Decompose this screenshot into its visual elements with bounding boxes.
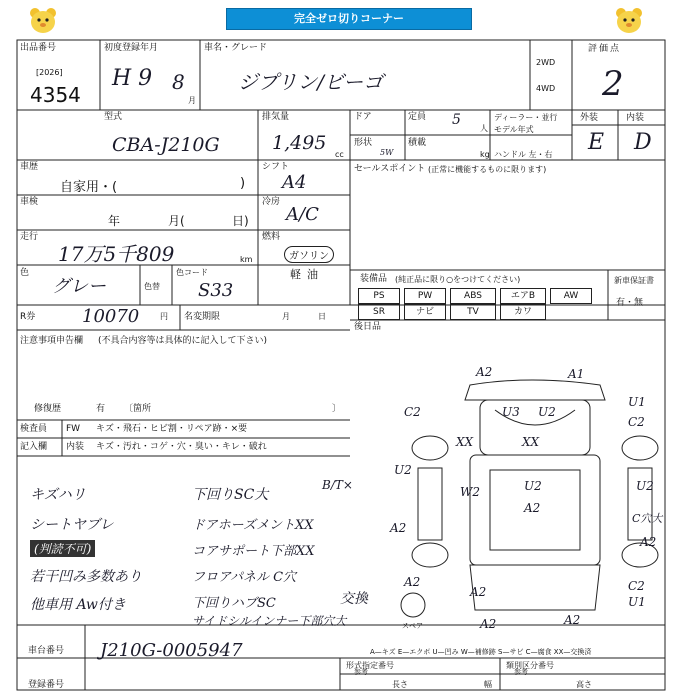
note-left-3: (判読不可) — [30, 540, 95, 557]
inspection-day: 日) — [232, 214, 249, 228]
model-year-label: モデル年式 — [494, 125, 534, 134]
note-right-4: コアサポート下部XX — [192, 544, 315, 559]
inspection-date-label: 車検 — [20, 197, 39, 207]
color-change-label: 色替 — [144, 282, 160, 291]
history-label: 車歴 — [20, 162, 39, 172]
mileage-value: 17万5千809 — [58, 242, 175, 266]
inspection-row1-items: キズ・飛石・ヒビ割・リペア跡・×要 — [96, 424, 248, 434]
shape-label: 形状 — [354, 138, 373, 148]
diagram-mark: U3 — [502, 405, 520, 419]
shift-label: シフト — [262, 162, 290, 172]
shift-value: A4 — [282, 172, 307, 193]
note-left-1: キズハリ — [30, 487, 86, 503]
color-code-value: S33 — [198, 280, 234, 301]
repair-history-value: 有 — [96, 404, 106, 414]
diagram-mark: A2 — [480, 617, 497, 631]
diagram-mark: W2 — [460, 485, 480, 499]
name-change-label: 名変期限 — [184, 312, 221, 322]
history-value: 自家用・( — [60, 180, 118, 195]
registration-number-label: 登録番号 — [28, 680, 65, 690]
equipment-tv: TV — [450, 304, 496, 320]
displacement-value: 1,495 — [272, 132, 327, 154]
header-title: 完全ゼロ切りコーナー — [294, 12, 404, 25]
load-label: 積載 — [408, 138, 427, 148]
diagram-mark: C2 — [628, 415, 645, 429]
exterior-label: 外装 — [580, 113, 599, 123]
entry-label: 記入欄 — [20, 442, 48, 452]
first-registration-label: 初度登録年月 — [104, 43, 159, 53]
kg-unit: kg — [480, 150, 490, 159]
cert-number-label: 形式指定番号 — [346, 661, 394, 670]
inspection-row2-tag: 内装 — [66, 442, 85, 452]
sales-point-note: (正常に機能するものに限ります) — [428, 165, 547, 174]
note-right-7: サイドシルインナー下部穴大 — [192, 614, 347, 628]
note-left-5: 他車用 Aw付き — [30, 597, 126, 613]
ac-label: 冷房 — [262, 197, 281, 207]
person-unit: 人 — [480, 124, 488, 133]
diagram-mark: U2 — [538, 405, 556, 419]
car-name-value: ジプリン/ビーゴ — [238, 70, 384, 94]
diagram-mark: A2 — [564, 613, 581, 627]
class-number-label: 類別区分番号 — [506, 661, 554, 670]
lot-number-label: 出品番号 — [20, 43, 57, 53]
evaluation-label: 評価点 — [588, 44, 622, 54]
note-left-4: 若干凹み多数あり — [30, 569, 142, 585]
diagram-mark: A1 — [568, 367, 585, 381]
diagram-mark: C2 — [628, 579, 645, 593]
color-code-label: 色コード — [176, 268, 208, 277]
handle-label: ハンドル 左・右 — [494, 150, 553, 159]
door-label: ドア — [354, 112, 372, 122]
cc-unit: cc — [335, 150, 344, 159]
notice-note: (不具合内容等は具体的に記入して下さい) — [98, 336, 268, 346]
equipment-row-1 — [358, 288, 592, 304]
note-right-8: 交換 — [340, 591, 368, 607]
inspection-year: 年 — [108, 214, 121, 228]
lot-year: [2026] — [36, 68, 63, 77]
diagram-spare-label: スペア — [402, 622, 423, 630]
fuel-gasoline: ガソリン — [284, 246, 334, 263]
diagram-mark: U2 — [524, 479, 542, 493]
recycle-label: R券 — [20, 312, 36, 322]
equipment-row-2 — [358, 304, 546, 320]
yen-unit: 円 — [160, 312, 168, 321]
diagram-mark: A2 — [640, 535, 657, 549]
diagram-mark: U1 — [628, 595, 646, 609]
fuel-diesel: 軽油 — [290, 268, 324, 281]
equipment-navi: ナビ — [404, 304, 446, 320]
notice-label: 注意事項申告欄 — [20, 336, 84, 346]
repair-history-label: 修復歴 — [34, 404, 62, 414]
interior-value: D — [634, 130, 652, 155]
model-value: CBA-J210G — [112, 134, 220, 156]
inspector-label: 検査員 — [20, 424, 48, 434]
diagram-mark: A2 — [476, 365, 493, 379]
exterior-value: E — [588, 130, 605, 155]
drive-2wd: 2WD — [536, 58, 556, 67]
rear-items-label: 後日品 — [354, 322, 382, 332]
height-label: 高さ — [576, 680, 592, 689]
frame-number-value: J210G-0005947 — [100, 640, 243, 661]
equipment-abs: ABS — [450, 288, 496, 304]
dealer-label: ディーラー・並行 — [494, 113, 558, 122]
diagram-mark: U1 — [628, 395, 646, 409]
displacement-label: 排気量 — [262, 112, 290, 122]
name-change-month: 月 — [282, 312, 290, 321]
km-unit: km — [240, 255, 253, 264]
diagram-mark: A2 — [390, 521, 407, 535]
cert-number-sub: 参考 — [354, 668, 368, 676]
history-paren: ) — [240, 176, 246, 191]
car-diagram — [401, 380, 658, 617]
drive-4wd: 4WD — [536, 84, 556, 93]
month-label: 月 — [188, 96, 196, 105]
diagram-legend: A—キズ E—エクボ U—凹み W—補修跡 S—サビ C—腐食 XX—交換済 — [370, 648, 592, 656]
diagram-mark: C穴大 — [632, 512, 663, 525]
diagram-mark: A2 — [470, 585, 487, 599]
inspection-row2-items: キズ・汚れ・コゲ・穴・臭い・キレ・破れ — [96, 442, 267, 452]
note-right-2: B/T× — [322, 478, 353, 492]
evaluation-value: 2 — [602, 64, 624, 104]
color-value: グレー — [52, 276, 106, 297]
repair-location-close: 〕 — [332, 404, 342, 414]
equipment-airbag: エアB — [500, 288, 546, 304]
equipment-sr: SR — [358, 304, 400, 320]
frame-number-label: 車台番号 — [28, 646, 65, 656]
diagram-mark: U2 — [636, 479, 654, 493]
note-right-5: フロアパネル C穴 — [192, 570, 297, 585]
interior-label: 内装 — [626, 113, 645, 123]
note-right-6: 下回りハブSC — [192, 596, 276, 611]
width-label: 幅 — [484, 680, 492, 689]
diagram-mark: U2 — [394, 463, 412, 477]
color-label: 色 — [20, 268, 30, 278]
inspection-row1-tag: FW — [66, 424, 81, 434]
diagram-mark: XX — [456, 435, 474, 449]
first-registration-year: H 9 — [112, 66, 153, 91]
diagram-mark: A2 — [524, 501, 541, 515]
class-number-sub: 参考 — [514, 668, 528, 676]
diagram-mark: C2 — [404, 405, 421, 419]
equipment-leather: カワ — [500, 304, 546, 320]
diagram-mark: A2 — [404, 575, 421, 589]
inspection-month: 月( — [168, 214, 185, 228]
note-right-1: 下回りSC大 — [192, 487, 269, 503]
note-right-3: ドアホーズメントXX — [192, 518, 314, 533]
repair-location-label: 〔箇所 — [124, 404, 152, 414]
warranty-label: 新車保証書 — [614, 276, 654, 285]
equipment-aw: AW — [550, 288, 592, 304]
mileage-label: 走行 — [20, 232, 39, 242]
diagram-mark: XX — [522, 435, 540, 449]
lot-number: 4354 — [30, 83, 81, 107]
equipment-pw: PW — [404, 288, 446, 304]
recycle-value: 10070 — [82, 306, 140, 327]
car-name-label: 車名・グレード — [204, 43, 268, 53]
name-change-day: 日 — [318, 312, 326, 321]
first-registration-month: 8 — [172, 70, 185, 94]
model-label: 型式 — [104, 112, 123, 122]
warranty-value: 有・無 — [616, 298, 644, 308]
sales-point-label: セールスポイント — [354, 164, 426, 174]
equipment-note: (純正品に限り○をつけてください) — [395, 275, 521, 284]
fuel-label: 燃料 — [262, 232, 281, 242]
capacity-label: 定員 — [408, 112, 427, 122]
length-label: 長さ — [392, 680, 408, 689]
capacity-value: 5 — [452, 112, 461, 128]
shape-value: 5W — [380, 148, 394, 157]
equipment-ps: PS — [358, 288, 400, 304]
equipment-label: 装備品 — [360, 274, 388, 284]
note-left-2: シートヤブレ — [30, 517, 114, 533]
ac-value: A/C — [286, 204, 319, 225]
